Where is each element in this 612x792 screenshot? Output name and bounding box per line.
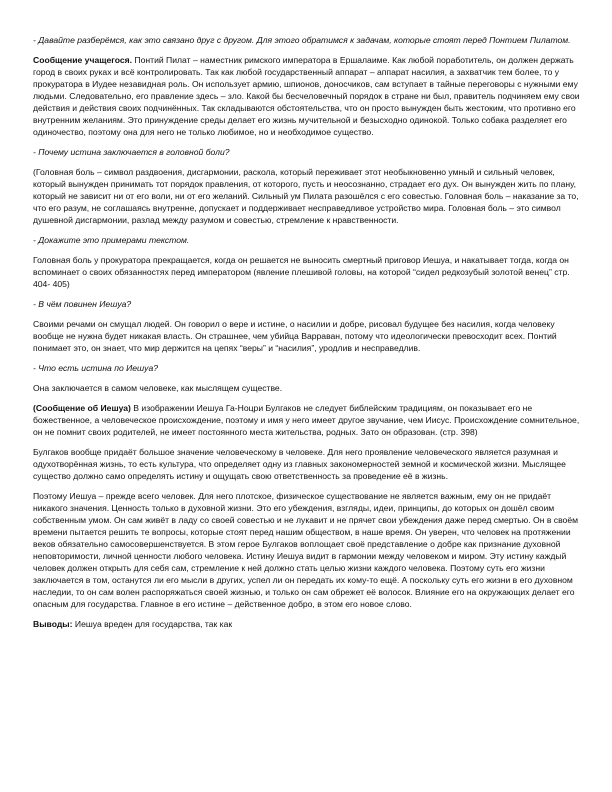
question-paragraph-5: - Что есть истина по Иешуа? (33, 363, 159, 373)
headache-paragraph: (Головная боль – символ раздвоения, дисгармонии, раскола, который переживает этот необыкновенно умный и сильный человек, который вынужден принимать тот порядок правления, от которого, пусть и неосознанно, страдает его дух. Он вынужден жить по плану, который не зависит ни от его воли, ни от его желаний. Сильный ум Пилата разошёлся с его совестью. Головная боль – наказание за то, что его разум, не соглашаясь внутренне, допускает и поддерживает несправедливое устройство мира. Головная боль – это символ душевной дисгармонии, разлад между разумом и совестью, стремление к нравственности. (33, 167, 579, 225)
question-paragraph-3: - Докажите это примерами текстом. (33, 235, 190, 245)
yeshua-message-lead: (Сообщение об Иешуа) (33, 403, 131, 413)
question-paragraph-1: - Давайте разберёмся, как это связано друг с другом. Для этого обратимся к задачам, которые стоят перед Понтием Пилатом. (33, 35, 571, 45)
conclusions-text: Иешуа вреден для государства, так как (72, 619, 233, 629)
examples-paragraph: Головная боль у прокуратора прекращается, когда он решается не выносить смертный приговор Иешуа, и накатывает тогда, когда он вспоминает о своих обязанностях перед императором (явление плешивой головы, на которой “сидел редкозубый золотой венец” стр. 404- 405) (33, 255, 570, 289)
conclusions-lead: Выводы: (33, 619, 73, 629)
yeshua-person-paragraph: Поэтому Иешуа – прежде всего человек. Для него плотское, физическое существование не является важным, ему он не придаёт никакого значения. Ценность только в духовной жизни. Это его убеждения, взгляды, идеи, принципы, до которых он дошёл своим собственным умом. Он сам живёт в ладу со своей совестью и не лукавит и не прячет свои убеждения даже перед смертью. Он в своём времени пытается решить те вопросы, которые стоят перед нашим обществом, в наше время. Он уверен, что человек на протяжении веков обязательно самосовершенствуется. В этом герое Булгаков воплощает своё представление о добре как признание духовной неповторимости, личной ценности любого человека. Истину Иешуа видит в гармонии между человеком и миром. Эту истину каждый человек должен открыть для себя сам, стремление к ней должно стать целью жизни каждого человека. Поэтому суть его жизни заключается в том, останутся ли его мысли в других, успел ли он передать их кому-то ещё. А поскольку суть его жизни в его духовном наследии, то он сам волен распоряжаться своей жизнью, и только он сам обрежет её волосок. Влияние его на окружающих делает его опасным для государства. Главное в его истине – действенное добро, в этом его новое слово. (33, 491, 579, 609)
student-message-text: Понтий Пилат – наместник римского императора в Ершалаиме. Как любой поработитель, он должен держать город в своих руках и всё контролировать. Так как любой государственный аппарат – аппарат насилия, а захватчик тем более, то у прокуратора в Иудее незавидная роль. Он использует армию, шпионов, доносчиков, сам вступает в тайные переговоры с нужными ему людьми. Следовательно, его правление здесь – зло. Какой бы бесчеловечный порядок в стране ни был, правитель подчиняем ему свои действия и действия своих подчинённых. Так складываются обстоятельства, что он просто вынужден быть жестоким, что противно его внутренним желаниям. Это принуждение среды делает его жизнь мучительной и безысходно одинокой. Только собака разделяет его одиночество, поэтому она для него не только любимое, но и необходимое существо. (33, 55, 580, 137)
student-message-paragraph (33, 54, 582, 138)
yeshua-message-paragraph (33, 402, 582, 438)
conclusions-paragraph (33, 618, 582, 630)
document-page (33, 34, 582, 638)
yeshua-message-text: В изображении Иешуа Га-Ноцри Булгаков не следует библейским традициям, он показывает его не божественное, а человеческое происхождение, поэтому и имя у него имеет другое звучание, чем Иисус. Происхождение сомнительное, он не помнит своих родителей, не имеет постоянного места жительства, родных. Зато он образован. (стр. 398) (33, 403, 580, 437)
student-message-lead: Сообщение учащегося. (33, 55, 133, 65)
truth-paragraph: Она заключается в самом человеке, как мыслящем существе. (33, 383, 283, 393)
question-paragraph-2: - Почему истина заключается в головной боли? (33, 147, 230, 157)
guilt-paragraph: Своими речами он смущал людей. Он говорил о вере и истине, о насилии и добре, рисовал будущее без насилия, когда человеку вообще не нужна будет никакая власть. Он страшнее, чем убийца Варраван, потому что идеологически превосходит всех. Понтий понимает это, он знает, что мир держится на цепях “веры” и “насилия”, уродлив и несправедлив. (33, 319, 557, 353)
bulgakov-human-paragraph: Булгаков вообще придаёт большое значение человеческому в человеке. Для него проявление человеческого является разумная и одухотворённая жизнь, то есть культура, что определяет одну из главных закономерностей земной и космической жизни. Мыслящее существо должно само определять истину и ощущать свою ответственность за проведение её в жизнь. (33, 447, 566, 481)
question-paragraph-4: - В чём повинен Иешуа? (33, 299, 132, 309)
